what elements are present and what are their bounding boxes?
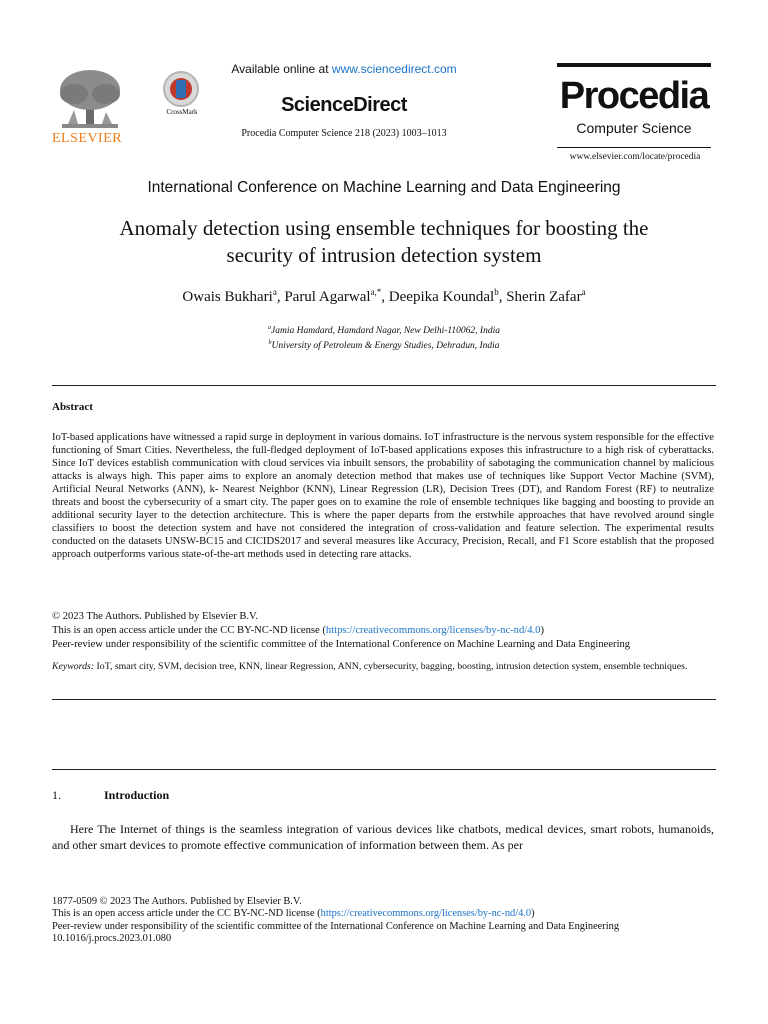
crossmark-badge[interactable] [160, 70, 202, 118]
procedia-title: Procedia [559, 75, 709, 117]
title-line-2: security of intrusion detection system [226, 243, 542, 267]
license-line [52, 624, 716, 638]
divider [52, 699, 716, 700]
divider [52, 769, 716, 770]
issn-line: 1877-0509 © 2023 The Authors. Published by Elsevier B.V. [52, 896, 302, 907]
author-affil-mark: b [494, 287, 499, 297]
procedia-logo [557, 63, 711, 148]
elsevier-wordmark: ELSEVIER [52, 131, 123, 146]
author-name: Parul Agarwal [284, 289, 371, 305]
journal-url[interactable]: www.elsevier.com/locate/procedia [569, 152, 701, 162]
license-prefix: This is an open access article under the CC BY-NC-ND license ( [52, 625, 326, 636]
page-footer [52, 896, 716, 946]
doi[interactable]: 10.1016/j.procs.2023.01.080 [52, 933, 172, 945]
affiliation-text: University of Petroleum & Energy Studies, Dehradun, India [271, 341, 500, 352]
author-list: Owais Bukhari$^a$, Parul Agarwal$^{a,*}$, Deepika Koundal$^b$, Sherin Zafar$^a$ [182, 287, 586, 305]
affiliation-text: Jamia Hamdard, Hamdard Nagar, New Delhi-110062, India [271, 326, 500, 337]
abstract-heading: Abstract [52, 401, 93, 413]
divider [52, 385, 716, 386]
author-affil-mark: a [272, 287, 277, 297]
footer-peer-review: Peer-review under responsibility of the scientific committee of the International Conference on Machine Learning and Data Engineering [52, 920, 620, 932]
author-name: Owais Bukhari [182, 289, 273, 305]
author-affil-mark: a [581, 287, 586, 297]
crossmark-icon [161, 70, 201, 108]
available-online [222, 62, 466, 76]
footer-license-suffix: ) [531, 908, 535, 920]
affiliation-item [60, 337, 708, 352]
title-line-1: Anomaly detection using ensemble techniques for boosting the [119, 216, 649, 240]
copyright-block [52, 610, 716, 652]
crossmark-label: CrossMark [166, 108, 198, 116]
journal-reference: Procedia Computer Science 218 (2023) 1003–1013 [241, 128, 447, 139]
section-title: Introduction [104, 788, 170, 802]
available-prefix: Available online at [231, 62, 332, 76]
paper-title [60, 215, 708, 269]
copyright-line: © 2023 The Authors. Published by Elsevier B.V. [52, 611, 258, 622]
footer-license-line [52, 908, 716, 920]
section-heading [52, 788, 169, 803]
license-link[interactable]: https://creativecommons.org/licenses/by-nc-nd/4.0 [325, 625, 541, 636]
license-suffix: ) [540, 625, 544, 636]
affiliation-mark: a [268, 325, 272, 331]
footer-license-link[interactable]: https://creativecommons.org/licenses/by-nc-nd/4.0 [320, 908, 532, 920]
author-name: Sherin Zafar [506, 289, 582, 305]
peer-review-line: Peer-review under responsibility of the scientific committee of the International Conference on Machine Learning and Data Engineering [52, 639, 631, 650]
affiliation-item [60, 322, 708, 337]
keywords-label: Keywords: [52, 661, 95, 672]
affiliations [60, 322, 708, 352]
section-number: 1. [52, 788, 61, 802]
footer-license-prefix: This is an open access article under the CC BY-NC-ND license ( [52, 908, 321, 920]
author-name: Deepika Koundal [388, 289, 495, 305]
keywords [52, 661, 716, 673]
procedia-subtitle: Computer Science [576, 120, 692, 136]
abstract-text: IoT-based applications have witnessed a rapid surge in deployment in various domains. IoT infrastructure is the nervous system responsible for the effective functioning of Smart Cities. Nevertheless, the full-fledged deployment of IoT-based applications exposes this infrastructure to a high risk of cyberattacks. Since IoT devices establish communication with cloud services via inbuilt sensors, the probability of sabotaging the communication channel by malicious attacks is always high. This paper aims to explore an anomaly detection method that makes use of techniques like Support Vector Machine (SVM), Artificial Neural Networks (ANN), k- Nearest Neighbor (KNN), Linear Regression (LR), Decision Trees (DT), and Random Forest (RF) to neutralize threats and boost the cybersecurity of a smart city. The paper goes on to examine the role of ensemble techniques like bagging and boosting to provide an additional security layer to the detection architecture. This is where the paper departs from the erstwhile approaches that have revolved around single classifiers to boost the detection system and have not considered the integration of cross-validation and feature selection. The experimental results conducted on the datasets UNSW-BC15 and CICIDS2017 and several measures like Accuracy, Precision, Recall, and F1 Score establish that the proposed approach outperforms various state-of-the-art methods used in detecting rare attacks. [52, 432, 714, 560]
sciencedirect-link[interactable]: www.sciencedirect.com [331, 62, 457, 76]
intro-paragraph: Here The Internet of things is the seamless integration of various devices like chatbots, medical devices, smart robots, humanoids, and other smart devices to promote effective communication of information between them. As per [52, 822, 714, 852]
author-affil-mark: a,* [370, 287, 382, 297]
sciencedirect-wordmark: ScienceDirect [281, 94, 407, 116]
conference-name: International Conference on Machine Learning and Data Engineering [147, 179, 621, 196]
affiliation-mark: b [268, 340, 272, 347]
keywords-list: IoT, smart city, SVM, decision tree, KNN, linear Regression, ANN, cybersecurity, bagging, boosting, intrusion detection system, ensemble techniques. [94, 661, 688, 672]
